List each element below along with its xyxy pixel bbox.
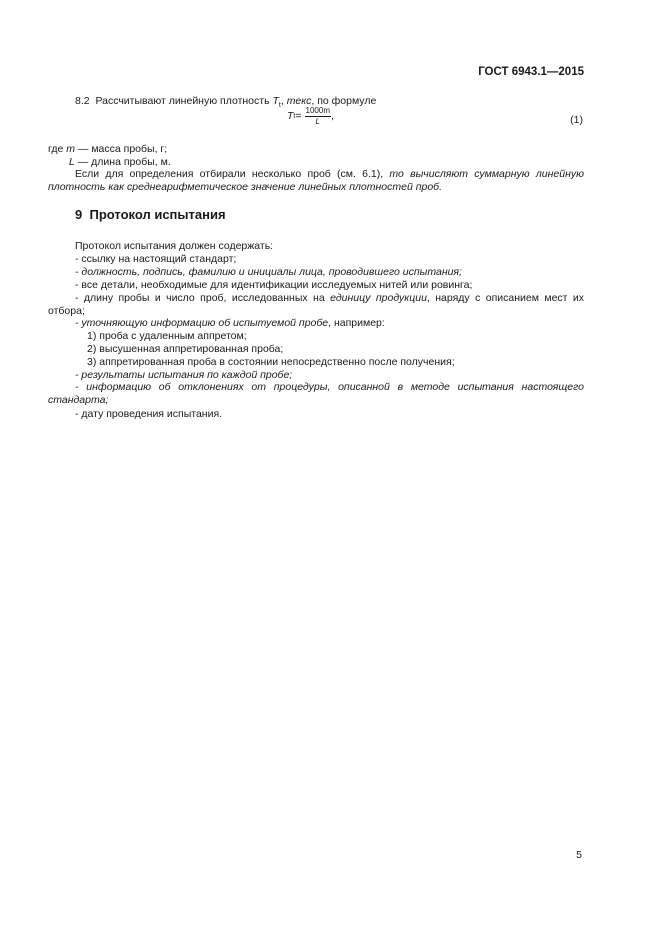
document-code: ГОСТ 6943.1—2015 — [478, 66, 584, 78]
page-number: 5 — [576, 849, 582, 861]
protocol-intro: Протокол испытания должен содержать: — [75, 240, 274, 252]
formula-numerator: 1000m — [305, 106, 330, 115]
where-text-m: — масса пробы, г; — [75, 143, 168, 155]
protocol-subitem: 3) аппретированная проба в состоянии непосредственно после получения; — [87, 356, 455, 368]
note-text: Если для определения отбирали несколько проб (см. 6.1), — [75, 168, 390, 180]
protocol-item: - все детали, необходимые для идентификации исследуемых нитей или ровинга; — [75, 279, 473, 291]
item-italic: - уточняющую информацию об испытуемой пробе — [75, 317, 329, 329]
protocol-item: - ссылку на настоящий стандарт; — [75, 253, 237, 265]
formula-trail: , — [330, 110, 334, 122]
item-text: , например: — [328, 317, 385, 329]
formula-1 — [287, 106, 334, 127]
clause-8-2: 8.2 Рассчитывают линейную плотность $T_t$, текс, по формуле — [75, 95, 377, 110]
formula-fraction — [305, 106, 331, 127]
formula-number: (1) — [570, 114, 583, 126]
clause-text: Рассчитывают линейную плотность — [95, 95, 273, 107]
symbol-t: T — [272, 95, 279, 107]
item-text: , наряду с описанием мест их отбора; — [48, 292, 584, 317]
protocol-item: - дату проведения испытания. — [75, 408, 223, 420]
section-title: Протокол испытания — [89, 207, 226, 222]
where-line-1 — [48, 143, 167, 156]
protocol-item: - информацию об отклонениях от процедуры, описанной в методе испытания настоящего стандарта; — [48, 381, 584, 406]
symbol-subscript: t — [278, 102, 281, 110]
formula-equals: = — [295, 110, 302, 122]
protocol-subitem: 1) проба с удаленным аппретом; — [87, 330, 247, 342]
where-text-l: — длина пробы, м. — [74, 156, 171, 168]
where-symbol-l: L — [69, 156, 75, 168]
note-paragraph — [48, 168, 584, 194]
where-symbol-m: m — [66, 143, 75, 155]
protocol-item: - результаты испытания по каждой пробе; — [75, 369, 293, 381]
protocol-item — [48, 292, 584, 318]
formula-lhs-sub: t — [293, 113, 296, 120]
protocol-item — [75, 317, 385, 330]
unit-tex: текс — [286, 95, 312, 107]
clause-text-end: , по формуле — [311, 95, 377, 107]
formula-denominator: L — [315, 117, 320, 126]
section-number: 9 — [75, 207, 83, 222]
clause-number: 8.2 — [75, 95, 90, 107]
where-prefix: где — [48, 143, 67, 155]
item-text: - длину пробы и число проб, исследованных на — [75, 292, 331, 304]
section-heading — [75, 208, 226, 221]
protocol-subitem: 2) высушенная аппретированная проба; — [87, 343, 284, 355]
protocol-item: - должность, подпись, фамилию и инициалы лица, проводившего испытания; — [75, 266, 462, 278]
item-italic: единицу продукции — [330, 292, 427, 304]
formula-lhs: T — [287, 110, 294, 122]
note-italic: то вычисляют суммарную линейную плотность как среднеарифметическое значение линейных плотностей проб. — [48, 168, 584, 193]
